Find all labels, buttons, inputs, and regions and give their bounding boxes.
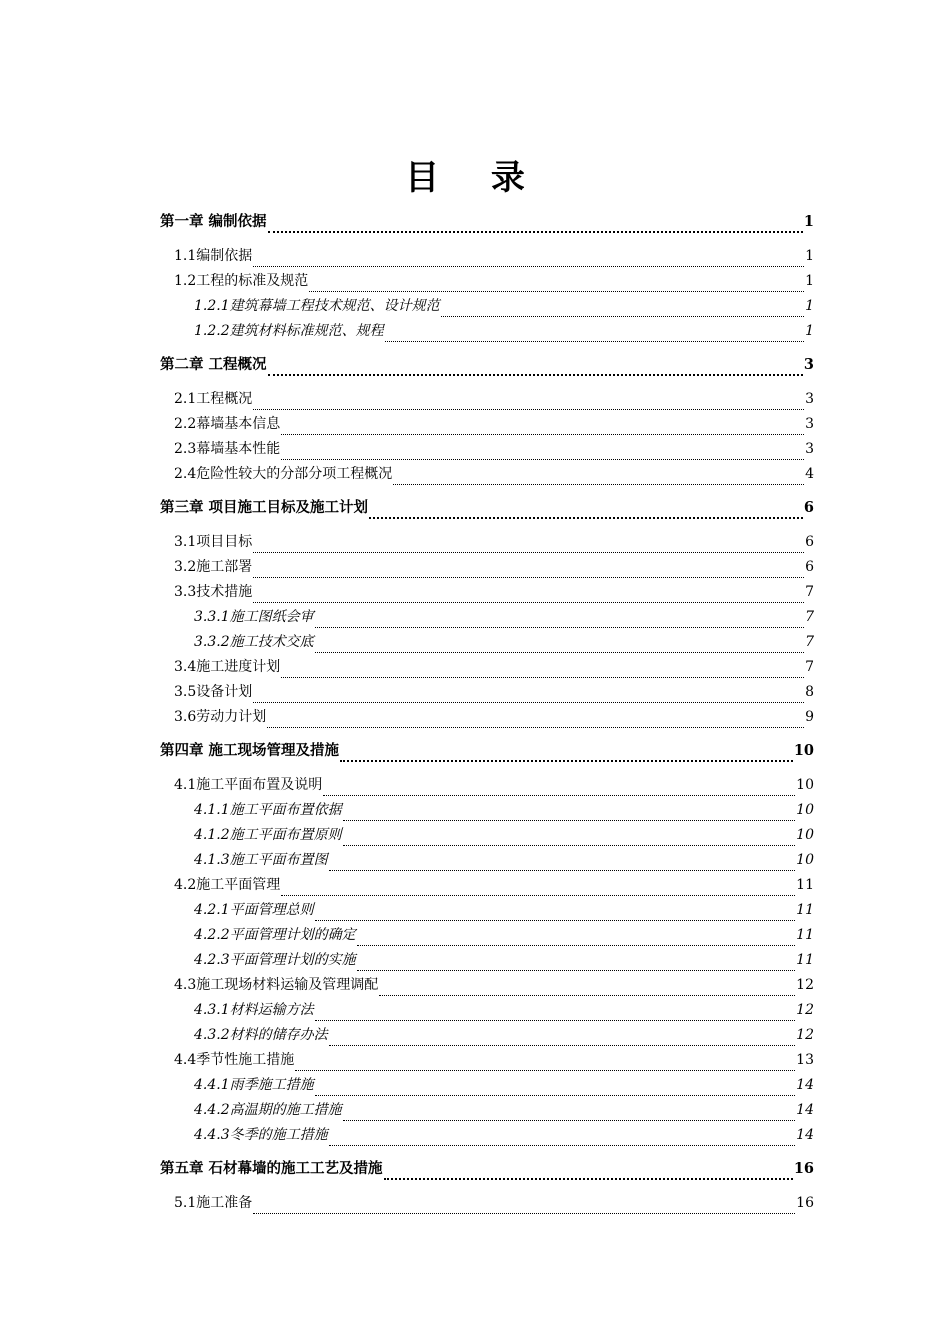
toc-leader-dots [441, 302, 804, 317]
toc-leader-dots [343, 1106, 796, 1121]
toc-entry-page: 14 [796, 1077, 814, 1093]
toc-entry[interactable] [160, 531, 814, 553]
toc-entry[interactable] [160, 799, 814, 821]
toc-leader-dots [379, 981, 795, 996]
toc-entry-label: 2.2幕墙基本信息 [174, 416, 281, 432]
toc-title: 目 录 [405, 158, 545, 198]
toc-entry-page: 10 [796, 777, 814, 793]
toc-entry-page: 16 [793, 1160, 814, 1177]
toc-entry[interactable] [160, 824, 814, 846]
toc-entry-label: 4.2.2平面管理计划的确定 [194, 927, 356, 943]
toc-leader-dots [253, 252, 804, 267]
toc-entry[interactable] [160, 463, 814, 485]
toc-entry[interactable] [160, 320, 814, 342]
toc-entry-label: 1.2.2建筑材料标准规范、规程 [194, 323, 384, 339]
toc-entry-page: 7 [805, 609, 814, 625]
toc-leader-dots [315, 906, 796, 921]
toc-entry-page: 10 [796, 852, 814, 868]
toc-entry-page: 7 [805, 634, 814, 650]
toc-entry-label: 第二章 工程概况 [160, 356, 267, 373]
toc-leader-dots [343, 806, 796, 821]
toc-entry-page: 7 [805, 659, 814, 675]
toc-entry-page: 13 [796, 1052, 814, 1068]
toc-entry[interactable] [160, 849, 814, 871]
toc-entry-page: 6 [803, 499, 814, 516]
toc-entry-label: 4.1.2施工平面布置原则 [194, 827, 342, 843]
toc-leader-dots [267, 713, 804, 728]
toc-entry[interactable] [160, 413, 814, 435]
toc-entry-page: 11 [796, 877, 814, 893]
toc-leader-dots [329, 1031, 796, 1046]
toc-entry-page: 3 [805, 416, 814, 432]
toc-leader-dots [393, 470, 804, 485]
toc-entry[interactable] [160, 1192, 814, 1214]
toc-entry-page: 16 [796, 1195, 814, 1211]
toc-entry-page: 8 [805, 684, 814, 700]
toc-entry-label: 3.3技术措施 [174, 584, 253, 600]
toc-entry-page: 14 [796, 1102, 814, 1118]
toc-entry-page: 12 [796, 1002, 814, 1018]
toc-entry-page: 1 [803, 213, 814, 230]
toc-entry[interactable] [160, 656, 814, 678]
toc-entry-label: 4.4季节性施工措施 [174, 1052, 295, 1068]
toc-leader-dots [268, 217, 803, 233]
toc-leader-dots [384, 1164, 793, 1180]
toc-entry[interactable] [160, 581, 814, 603]
toc-leader-dots [253, 688, 804, 703]
toc-entry-label: 第一章 编制依据 [160, 213, 267, 230]
toc-entry[interactable] [160, 245, 814, 267]
toc-entry[interactable] [160, 1024, 814, 1046]
toc-entry[interactable] [160, 270, 814, 292]
toc-entry-label: 4.2.1平面管理总则 [194, 902, 314, 918]
toc-entry[interactable] [160, 924, 814, 946]
toc-entry-label: 第三章 项目施工目标及施工计划 [160, 499, 369, 516]
toc-entry[interactable] [160, 1124, 814, 1146]
toc-entry-page: 1 [805, 298, 814, 314]
toc-entry-page: 9 [805, 709, 814, 725]
toc-entry-label: 4.1.3施工平面布置图 [194, 852, 328, 868]
toc-leader-dots [253, 1199, 795, 1214]
toc-leader-dots [281, 881, 795, 896]
toc-entry[interactable] [160, 438, 814, 460]
toc-leader-dots [253, 538, 804, 553]
toc-entry-label: 5.1施工准备 [174, 1195, 253, 1211]
toc-entry-label: 4.3.2材料的储存办法 [194, 1027, 328, 1043]
toc-entry-label: 2.1工程概况 [174, 391, 253, 407]
toc-entry[interactable] [160, 556, 814, 578]
toc-entry[interactable] [160, 949, 814, 971]
toc-entry[interactable] [160, 606, 814, 628]
toc-entry-label: 第五章 石材幕墙的施工工艺及措施 [160, 1160, 383, 1177]
toc-entry-label: 4.2.3平面管理计划的实施 [194, 952, 356, 968]
toc-entry-page: 1 [805, 248, 814, 264]
toc-leader-dots [329, 1131, 796, 1146]
toc-entry-label: 1.1编制依据 [174, 248, 253, 264]
toc-entry-page: 7 [805, 584, 814, 600]
toc-entry[interactable] [160, 1158, 814, 1180]
toc-entry-page: 11 [796, 927, 814, 943]
toc-entry-label: 3.5设备计划 [174, 684, 253, 700]
toc-entry-label: 3.1项目目标 [174, 534, 253, 550]
toc-entry-page: 6 [805, 534, 814, 550]
toc-leader-dots [281, 420, 804, 435]
toc-entry-label: 2.3幕墙基本性能 [174, 441, 281, 457]
toc-leader-dots [329, 856, 796, 871]
toc-entry-page: 12 [796, 977, 814, 993]
toc-entry-label: 4.4.1雨季施工措施 [194, 1077, 314, 1093]
toc-entry-page: 10 [796, 802, 814, 818]
toc-entry-page: 3 [805, 441, 814, 457]
toc-entry-page: 3 [805, 391, 814, 407]
toc-leader-dots [268, 360, 803, 376]
toc-leader-dots [309, 277, 804, 292]
toc-entry-label: 2.4危险性较大的分部分项工程概况 [174, 466, 393, 482]
toc-entry[interactable] [160, 631, 814, 653]
toc-entry-page: 10 [796, 827, 814, 843]
toc-entry-label: 3.4施工进度计划 [174, 659, 281, 675]
toc-entry-label: 4.1施工平面布置及说明 [174, 777, 323, 793]
toc-leader-dots [357, 931, 796, 946]
toc-entry-label: 3.6劳动力计划 [174, 709, 267, 725]
toc-entry-page: 10 [793, 742, 814, 759]
toc-entry-label: 4.4.3冬季的施工措施 [194, 1127, 328, 1143]
toc-leader-dots [343, 831, 796, 846]
toc-entry[interactable] [160, 706, 814, 728]
toc-leader-dots [315, 1006, 796, 1021]
toc-entry-label: 1.2工程的标准及规范 [174, 273, 309, 289]
toc-entry-page: 11 [796, 952, 814, 968]
toc-leader-dots [315, 613, 804, 628]
toc-leader-dots [253, 563, 804, 578]
toc-entry[interactable] [160, 497, 814, 519]
toc-entry[interactable] [160, 874, 814, 896]
toc-leader-dots [295, 1056, 795, 1071]
toc-entry[interactable] [160, 899, 814, 921]
toc-entry-page: 1 [805, 273, 814, 289]
toc-entry-page: 12 [796, 1027, 814, 1043]
toc-leader-dots [357, 956, 796, 971]
toc-leader-dots [281, 445, 804, 460]
toc-entry-page: 6 [805, 559, 814, 575]
toc-entry[interactable] [160, 681, 814, 703]
toc-entry-label: 4.3.1材料运输方法 [194, 1002, 314, 1018]
toc-entry-page: 1 [805, 323, 814, 339]
toc-entry-page: 14 [796, 1127, 814, 1143]
toc-entry-label: 3.3.2施工技术交底 [194, 634, 314, 650]
toc-entry[interactable] [160, 1074, 814, 1096]
toc-leader-dots [315, 1081, 796, 1096]
toc-leader-dots [369, 503, 803, 519]
toc-leader-dots [323, 781, 795, 796]
toc-leader-dots [253, 588, 804, 603]
toc-entry-label: 4.4.2高温期的施工措施 [194, 1102, 342, 1118]
toc-entry[interactable] [160, 1099, 814, 1121]
toc-entry-label: 3.3.1施工图纸会审 [194, 609, 314, 625]
toc-entry-page: 4 [805, 466, 814, 482]
toc-entry[interactable] [160, 1049, 814, 1071]
toc-entry[interactable] [160, 211, 814, 233]
toc-entry[interactable] [160, 999, 814, 1021]
toc-leader-dots [281, 663, 804, 678]
toc-entry-label: 第四章 施工现场管理及措施 [160, 742, 340, 759]
toc-leader-dots [340, 746, 793, 762]
toc-entry[interactable] [160, 974, 814, 996]
toc-leader-dots [315, 638, 804, 653]
toc-entry-label: 4.3施工现场材料运输及管理调配 [174, 977, 379, 993]
toc-entry-label: 3.2施工部署 [174, 559, 253, 575]
toc-entry-page: 11 [796, 902, 814, 918]
toc-leader-dots [253, 395, 804, 410]
toc-entry[interactable] [160, 295, 814, 317]
toc-entry-label: 4.1.1施工平面布置依据 [194, 802, 342, 818]
toc-entry[interactable] [160, 774, 814, 796]
toc-entry-label: 1.2.1建筑幕墙工程技术规范、设计规范 [194, 298, 440, 314]
toc-entry[interactable] [160, 740, 814, 762]
toc-entry[interactable] [160, 354, 814, 376]
toc-entry-page: 3 [803, 356, 814, 373]
toc-entry[interactable] [160, 388, 814, 410]
toc-entry-label: 4.2施工平面管理 [174, 877, 281, 893]
toc-leader-dots [385, 327, 804, 342]
